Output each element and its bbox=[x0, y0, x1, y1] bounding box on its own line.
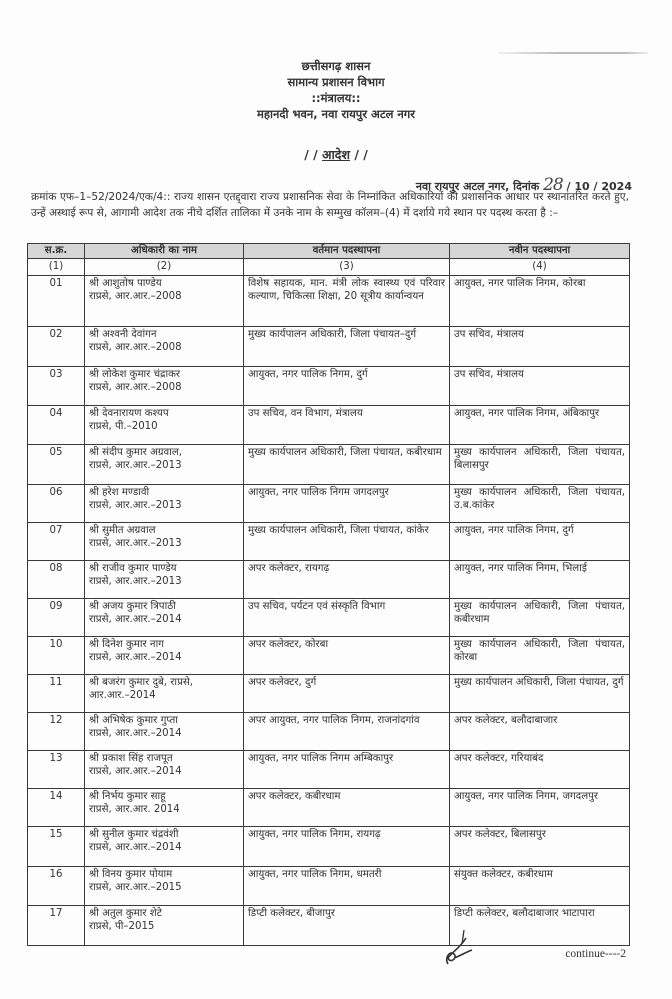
new-posting: मुख्य कार्यपालन अधिकारी, जिला पंचायत, कोरबा bbox=[454, 638, 625, 663]
signature-mark bbox=[440, 928, 480, 968]
cell-officer-name bbox=[85, 560, 244, 598]
officer-name: श्री सुनील कुमार चंद्रवंशी bbox=[89, 828, 179, 840]
current-posting: विशेष सहायक, मान. मंत्री लोक स्वास्थ्य एवं परिवार कल्याण, चिकित्सा शिक्षा, 20 सूत्रीय कार्यान्वयन bbox=[248, 277, 445, 302]
officer-service: राप्रसे, आर.आर.–2008 bbox=[89, 382, 182, 393]
table-column-number-row bbox=[28, 258, 630, 275]
cell-current-posting bbox=[244, 522, 450, 560]
serial-number: 17 bbox=[49, 907, 63, 919]
cell-officer-name bbox=[85, 636, 244, 674]
cell-officer-name bbox=[85, 712, 244, 750]
cell-current-posting bbox=[244, 712, 450, 750]
serial-number: 10 bbox=[49, 638, 63, 650]
new-posting: उप सचिव, मंत्रालय bbox=[454, 368, 524, 380]
cell-new-posting bbox=[450, 522, 630, 560]
top-scan-line bbox=[498, 52, 648, 54]
cell-current-posting bbox=[244, 560, 450, 598]
serial-number: 13 bbox=[49, 752, 63, 764]
officer-service: राप्रसे, पी.–2010 bbox=[89, 421, 158, 432]
cell-officer-name bbox=[85, 275, 244, 326]
table-row bbox=[28, 405, 630, 444]
serial-number: 05 bbox=[49, 446, 63, 458]
column-number-1: (1) bbox=[28, 258, 85, 275]
table-row bbox=[28, 788, 630, 826]
table-row bbox=[28, 712, 630, 750]
officer-name: श्री देवनारायण कश्यप bbox=[89, 407, 169, 419]
serial-number: 16 bbox=[49, 868, 63, 880]
officer-name: श्री विनय कुमार पोयाम bbox=[89, 868, 173, 880]
officer-name: श्री लोकेश कुमार चंद्राकर bbox=[89, 368, 181, 380]
cell-new-posting bbox=[450, 674, 630, 712]
cell-serial bbox=[28, 560, 85, 598]
column-number-4: (4) bbox=[450, 258, 630, 275]
new-posting: अपर कलेक्टर, बिलासपुर bbox=[454, 828, 546, 840]
officer-name: श्री आशुतोष पाण्डेय bbox=[89, 277, 162, 289]
serial-number: 11 bbox=[49, 676, 63, 688]
cell-officer-name bbox=[85, 598, 244, 636]
current-posting: मुख्य कार्यपालन अधिकारी, जिला पंचायत–दुर्ग bbox=[248, 328, 417, 340]
table-row bbox=[28, 275, 630, 326]
serial-number: 15 bbox=[49, 828, 63, 840]
officer-service: राप्रसे, आर.आर.–2014 bbox=[89, 766, 182, 777]
new-posting: मुख्य कार्यपालन अधिकारी, जिला पंचायत, बिलासपुर bbox=[454, 446, 625, 471]
cell-serial bbox=[28, 636, 85, 674]
officer-name: श्री संदीप कुमार अग्रवाल, bbox=[89, 446, 182, 458]
officer-service: राप्रसे, आर.आर.–2013 bbox=[89, 500, 182, 511]
current-posting: मुख्य कार्यपालन अधिकारी, जिला पंचायत, कबीरधाम bbox=[248, 446, 442, 458]
cell-officer-name bbox=[85, 788, 244, 826]
officer-service: राप्रसे, आर.आर.–2008 bbox=[89, 342, 182, 353]
cell-serial bbox=[28, 826, 85, 866]
new-posting: आयुक्त, नगर पालिक निगम, अंबिकापुर bbox=[454, 407, 600, 419]
current-posting: आयुक्त, नगर पालिक निगम, दुर्ग bbox=[248, 368, 368, 380]
officer-name: श्री हरेश मण्डावी bbox=[89, 486, 150, 498]
current-posting: आयुक्त, नगर पालिक निगम, रायगढ़ bbox=[248, 828, 381, 840]
new-posting: आयुक्त, नगर पालिक निगम, कोरबा bbox=[454, 277, 586, 289]
dateline-place: नवा रायपुर अटल नगर, दिनांक bbox=[415, 180, 540, 193]
cell-current-posting bbox=[244, 444, 450, 484]
cell-new-posting bbox=[450, 405, 630, 444]
current-posting: आयुक्त, नगर पालिक निगम जगदलपुर bbox=[248, 486, 389, 498]
cell-new-posting bbox=[450, 560, 630, 598]
officer-name: श्री अश्वनी देवांगन bbox=[89, 328, 157, 340]
cell-current-posting bbox=[244, 275, 450, 326]
header-line-4: महानदी भवन, नवा रायपुर अटल नगर bbox=[257, 107, 415, 121]
serial-number: 01 bbox=[49, 277, 63, 289]
intro-paragraph: क्रमांक एफ–1–52/2024/एक/4:: राज्य शासन एतद्द्वारा राज्य प्रशासनिक सेवा के निम्नांकित अधिकारियों को प्रशासनिक आधार पर स्थानांतरित करते हुए, उन्हें अस्थाई रूप से, आगामी आदेश तक नीचे दर्शित तालिका में उनके नाम के सम्मुख कॉलम–(4) में दर्शाये गये स्थान पर पदस्थ करता है :– bbox=[31, 191, 629, 219]
new-posting: उप सचिव, मंत्रालय bbox=[454, 328, 524, 340]
table-row bbox=[28, 560, 630, 598]
new-posting: संयुक्त कलेक्टर, कबीरधाम bbox=[454, 868, 553, 880]
current-posting: डिप्टी कलेक्टर, बीजापुर bbox=[248, 907, 335, 919]
header-new-posting: नवीन पदस्थापना bbox=[450, 244, 630, 259]
officer-name: श्री दिनेश कुमार नाग bbox=[89, 638, 164, 650]
current-posting: अपर कलेक्टर, दुर्ग bbox=[248, 676, 317, 688]
cell-serial bbox=[28, 598, 85, 636]
officer-service: राप्रसे, आर.आर.–2015 bbox=[89, 882, 182, 893]
serial-number: 08 bbox=[49, 562, 63, 574]
new-posting: आयुक्त, नगर पालिक निगम, भिलाई bbox=[454, 562, 587, 574]
cell-serial bbox=[28, 674, 85, 712]
transfer-table bbox=[27, 243, 630, 946]
header-current-posting: वर्तमान पदस्थापना bbox=[244, 244, 450, 259]
cell-current-posting bbox=[244, 866, 450, 905]
cell-new-posting bbox=[450, 444, 630, 484]
officer-service: राप्रसे, आर.आर.–2014 bbox=[89, 652, 182, 663]
officer-service: राप्रसे, आर.आर.–2013 bbox=[89, 460, 182, 471]
cell-current-posting bbox=[244, 326, 450, 366]
table-row bbox=[28, 866, 630, 905]
new-posting: मुख्य कार्यपालन अधिकारी, जिला पंचायत, कबीरधाम bbox=[454, 600, 625, 625]
cell-new-posting bbox=[450, 750, 630, 788]
cell-officer-name bbox=[85, 366, 244, 405]
officer-service: राप्रसे, आर.आर.–2014 bbox=[89, 728, 182, 739]
cell-serial bbox=[28, 275, 85, 326]
table-row bbox=[28, 444, 630, 484]
cell-new-posting bbox=[450, 826, 630, 866]
cell-new-posting bbox=[450, 598, 630, 636]
table-row bbox=[28, 522, 630, 560]
cell-officer-name bbox=[85, 674, 244, 712]
cell-serial bbox=[28, 405, 85, 444]
cell-current-posting bbox=[244, 674, 450, 712]
cell-new-posting bbox=[450, 484, 630, 522]
current-posting: उप सचिव, पर्यटन एवं संस्कृति विभाग bbox=[248, 600, 386, 612]
officer-service: राप्रसे, आर.आर.–2013 bbox=[89, 576, 182, 587]
new-posting: मुख्य कार्यपालन अधिकारी, जिला पंचायत, उ.ब.कांकेर bbox=[454, 486, 625, 511]
cell-new-posting bbox=[450, 636, 630, 674]
cell-serial bbox=[28, 484, 85, 522]
header-line-2: सामान्य प्रशासन विभाग bbox=[287, 75, 385, 89]
new-posting: आयुक्त, नगर पालिक निगम, जगदलपुर bbox=[454, 790, 599, 802]
header-serial: स.क्र. bbox=[28, 244, 85, 259]
new-posting: मुख्य कार्यपालन अधिकारी, जिला पंचायत, दुर्ग bbox=[454, 676, 624, 688]
serial-number: 07 bbox=[49, 524, 63, 536]
current-posting: अपर कलेक्टर, रायगढ़ bbox=[248, 562, 330, 574]
officer-service: आर.आर.–2014 bbox=[89, 690, 156, 701]
officer-name: श्री बजरंग कुमार दुबे, राप्रसे, bbox=[89, 676, 193, 688]
cell-current-posting bbox=[244, 405, 450, 444]
cell-officer-name bbox=[85, 484, 244, 522]
cell-serial bbox=[28, 712, 85, 750]
cell-officer-name bbox=[85, 326, 244, 366]
column-number-2: (2) bbox=[85, 258, 244, 275]
serial-number: 04 bbox=[49, 407, 63, 419]
table-row bbox=[28, 674, 630, 712]
table-row bbox=[28, 826, 630, 866]
table-header-row bbox=[28, 244, 630, 259]
header-line-3: ::मंत्रालय:: bbox=[311, 91, 361, 105]
cell-current-posting bbox=[244, 366, 450, 405]
continue-label: continue----2 bbox=[565, 948, 626, 960]
cell-officer-name bbox=[85, 826, 244, 866]
table-row bbox=[28, 636, 630, 674]
officer-name: श्री अभिषेक कुमार गुप्ता bbox=[89, 714, 178, 726]
cell-current-posting bbox=[244, 826, 450, 866]
cell-serial bbox=[28, 788, 85, 826]
cell-new-posting bbox=[450, 326, 630, 366]
new-posting: अपर कलेक्टर, गरियाबंद bbox=[454, 752, 544, 764]
table-row bbox=[28, 905, 630, 945]
header-officer-name: अधिकारी का नाम bbox=[85, 244, 244, 259]
dateline-day-handwritten: 28 bbox=[543, 175, 563, 195]
cell-current-posting bbox=[244, 905, 450, 945]
table-row bbox=[28, 484, 630, 522]
officer-service: राप्रसे, आर.आर.–2014 bbox=[89, 614, 182, 625]
officer-name: श्री अजय कुमार त्रिपाठी bbox=[89, 600, 176, 612]
officer-name: श्री सुमीत अग्रवाल bbox=[89, 524, 156, 536]
current-posting: उप सचिव, वन विभाग, मंत्रालय bbox=[248, 407, 363, 419]
table-row bbox=[28, 750, 630, 788]
cell-officer-name bbox=[85, 750, 244, 788]
cell-current-posting bbox=[244, 598, 450, 636]
cell-officer-name bbox=[85, 444, 244, 484]
current-posting: मुख्य कार्यपालन अधिकारी, जिला पंचायत, कांकेर bbox=[248, 524, 429, 536]
header-line-1: छत्तीसगढ़ शासन bbox=[301, 59, 371, 73]
cell-serial bbox=[28, 522, 85, 560]
officer-name: श्री प्रकाश सिंह राजपूत bbox=[89, 752, 173, 764]
serial-number: 02 bbox=[49, 328, 63, 340]
serial-number: 06 bbox=[49, 486, 63, 498]
table-row bbox=[28, 326, 630, 366]
column-number-3: (3) bbox=[244, 258, 450, 275]
cell-serial bbox=[28, 750, 85, 788]
table-row bbox=[28, 598, 630, 636]
cell-current-posting bbox=[244, 484, 450, 522]
order-title-word: आदेश bbox=[322, 147, 350, 162]
new-posting: अपर कलेक्टर, बलौदाबाजार bbox=[454, 714, 558, 726]
order-title-prefix: / / bbox=[304, 147, 318, 162]
cell-serial bbox=[28, 326, 85, 366]
current-posting: अपर कलेक्टर, कबीरधाम bbox=[248, 790, 341, 802]
cell-serial bbox=[28, 866, 85, 905]
table-row bbox=[28, 366, 630, 405]
new-posting: डिप्टी कलेक्टर, बलौदाबाजार भाटापारा bbox=[454, 907, 595, 919]
cell-officer-name bbox=[85, 405, 244, 444]
current-posting: अपर कलेक्टर, कोरबा bbox=[248, 638, 329, 650]
cell-officer-name bbox=[85, 866, 244, 905]
order-title bbox=[0, 146, 672, 163]
new-posting: आयुक्त, नगर पालिक निगम, दुर्ग bbox=[454, 524, 574, 536]
cell-officer-name bbox=[85, 522, 244, 560]
serial-number: 14 bbox=[49, 790, 63, 802]
dateline-rest: / 10 / 2024 bbox=[566, 180, 632, 193]
cell-new-posting bbox=[450, 366, 630, 405]
current-posting: अपर आयुक्त, नगर पालिक निगम, राजनांदगांव bbox=[248, 714, 420, 726]
current-posting: आयुक्त, नगर पालिक निगम, धमतरी bbox=[248, 868, 382, 880]
cell-serial bbox=[28, 366, 85, 405]
officer-name: श्री निर्भय कुमार साहू bbox=[89, 790, 166, 802]
serial-number: 09 bbox=[49, 600, 63, 612]
cell-new-posting bbox=[450, 712, 630, 750]
officer-service: राप्रसे, आर.आर.–2008 bbox=[89, 291, 182, 302]
cell-new-posting bbox=[450, 788, 630, 826]
serial-number: 03 bbox=[49, 368, 63, 380]
serial-number: 12 bbox=[49, 714, 63, 726]
cell-new-posting bbox=[450, 866, 630, 905]
order-title-suffix: / / bbox=[354, 147, 368, 162]
officer-service: राप्रसे, आर.आर.–2014 bbox=[89, 842, 182, 853]
cell-serial bbox=[28, 444, 85, 484]
officer-name: श्री राजीव कुमार पाण्डेय bbox=[89, 562, 177, 574]
officer-service: राप्रसे, आर.आर.–2013 bbox=[89, 538, 182, 549]
cell-current-posting bbox=[244, 788, 450, 826]
officer-service: राप्रसे, आर.आर. 2014 bbox=[89, 804, 180, 815]
cell-officer-name bbox=[85, 905, 244, 945]
cell-current-posting bbox=[244, 636, 450, 674]
cell-current-posting bbox=[244, 750, 450, 788]
cell-serial bbox=[28, 905, 85, 945]
officer-service: राप्रसे, पी–2015 bbox=[89, 921, 155, 932]
current-posting: आयुक्त, नगर पालिक निगम अम्बिकापुर bbox=[248, 752, 394, 764]
officer-name: श्री अतुल कुमार शेटे bbox=[89, 907, 162, 919]
cell-new-posting bbox=[450, 275, 630, 326]
